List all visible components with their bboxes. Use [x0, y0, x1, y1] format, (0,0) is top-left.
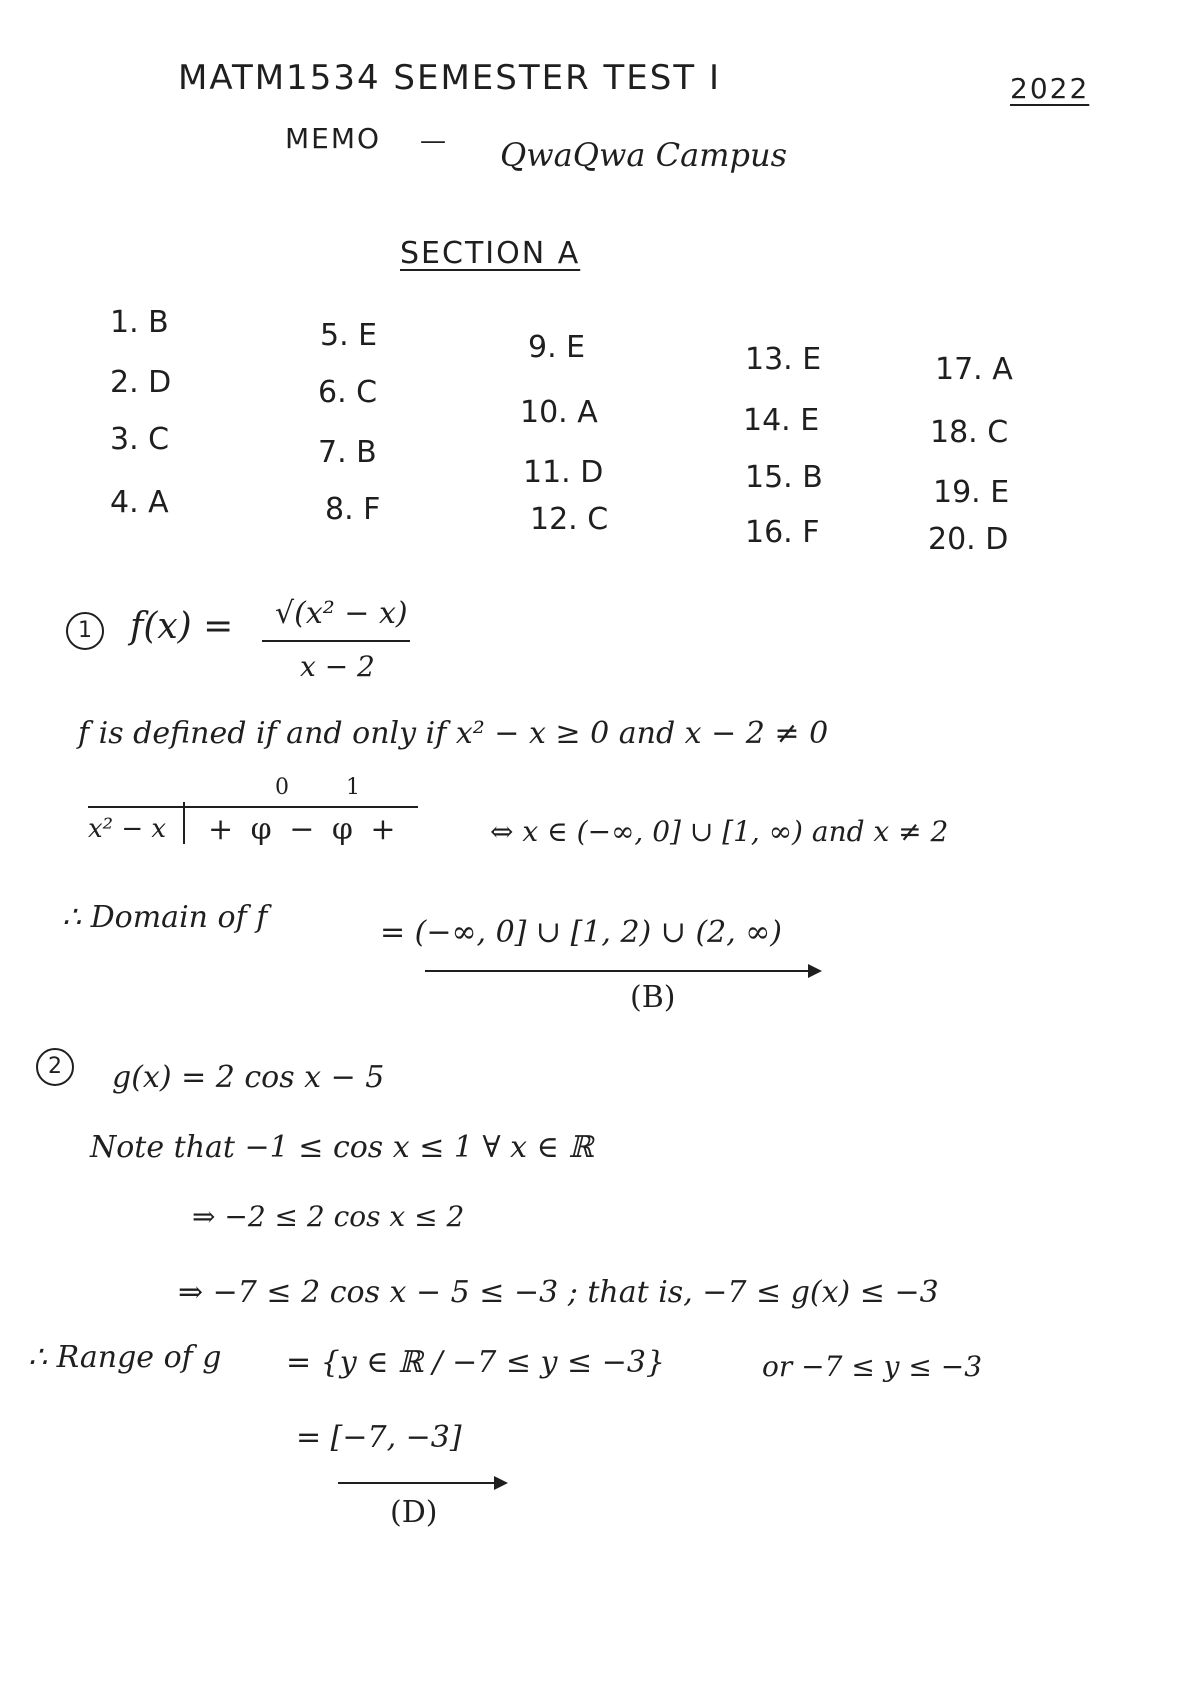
answer-18: 18. C [930, 415, 1009, 450]
sign-chart-hline [88, 806, 418, 808]
answer-3: 3. C [110, 422, 170, 457]
campus-label: QwaQwa Campus [500, 136, 787, 174]
q1-result-arrow [425, 970, 820, 972]
answer-19: 19. E [933, 475, 1010, 510]
q1-denominator: x − 2 [300, 650, 375, 683]
answer-2: 2. D [110, 365, 172, 400]
answer-10: 10. A [520, 395, 598, 430]
q1-numerator: √(x² − x) [275, 596, 408, 631]
answer-5: 5. E [320, 318, 378, 353]
answer-6: 6. C [318, 375, 378, 410]
answer-15: 15. B [745, 460, 823, 495]
sign-chart-vline [183, 802, 185, 844]
answer-17: 17. A [935, 352, 1013, 387]
q2-range-set: = {y ∈ ℝ / −7 ≤ y ≤ −3} [286, 1345, 665, 1380]
q2-answer: (D) [390, 1495, 438, 1530]
q1-domain-condition: f is defined if and only if x² − x ≥ 0 and x − 2 ≠ 0 [78, 716, 829, 751]
q2-note: Note that −1 ≤ cos x ≤ 1 ∀ x ∈ ℝ [90, 1130, 594, 1165]
q2-range-interval: = [−7, −3] [296, 1420, 462, 1455]
answer-12: 12. C [530, 502, 609, 537]
q1-answer: (B) [630, 980, 676, 1015]
answer-14: 14. E [743, 403, 820, 438]
q2-function: g(x) = 2 cos x − 5 [112, 1060, 385, 1095]
answer-20: 20. D [928, 522, 1009, 557]
answer-16: 16. F [745, 515, 820, 550]
question-2-number: 2 [36, 1048, 74, 1086]
test-year: 2022 [1010, 72, 1090, 105]
section-heading: SECTION A [400, 236, 581, 271]
q1-equivalence: ⇔ x ∈ (−∞, 0] ∪ [1, ∞) and x ≠ 2 [490, 815, 949, 848]
q2-step-2: ⇒ −7 ≤ 2 cos x − 5 ≤ −3 ; that is, −7 ≤ g(x) ≤ −3 [178, 1275, 939, 1310]
answer-4: 4. A [110, 485, 169, 520]
answer-8: 8. F [325, 492, 381, 527]
header-dash: — [420, 126, 446, 156]
answer-11: 11. D [523, 455, 604, 490]
q1-domain-result: = (−∞, 0] ∪ [1, 2) ∪ (2, ∞) [380, 915, 782, 950]
answer-9: 9. E [528, 330, 586, 365]
q1-therefore-domain: ∴ Domain of f [62, 900, 268, 935]
sign-tick-one: 1 [346, 775, 360, 800]
memo-label: MEMO [285, 122, 382, 155]
q2-step-1: ⇒ −2 ≤ 2 cos x ≤ 2 [192, 1200, 465, 1233]
answer-7: 7. B [318, 435, 377, 470]
test-title: MATM1534 SEMESTER TEST I [178, 58, 721, 98]
sign-chart-pattern: + φ − φ + [208, 812, 400, 847]
sign-tick-zero: 0 [275, 775, 289, 800]
question-1-number: 1 [66, 612, 104, 650]
q2-range-label: ∴ Range of g [28, 1340, 222, 1375]
answer-13: 13. E [745, 342, 822, 377]
q2-range-alt: or −7 ≤ y ≤ −3 [762, 1350, 983, 1383]
q2-result-arrow [338, 1482, 506, 1484]
sign-chart-label: x² − x [88, 814, 167, 844]
q1-function-lhs: f(x) = [130, 606, 234, 647]
answer-1: 1. B [110, 305, 169, 340]
q1-fraction-bar [262, 640, 410, 642]
